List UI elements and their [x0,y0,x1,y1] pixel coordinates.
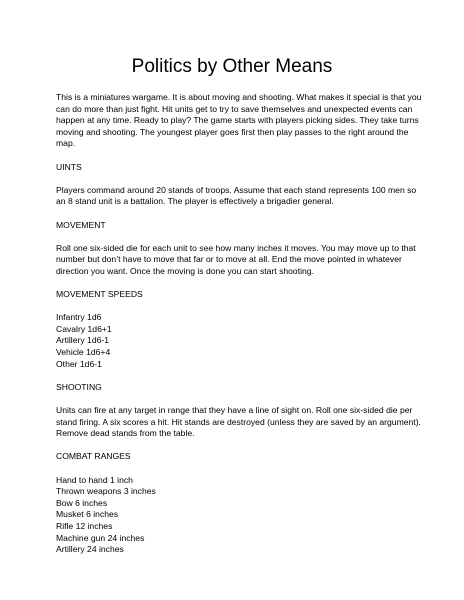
units-heading: UINTS [56,161,82,172]
spacer [56,278,426,290]
list-item: Artillery 24 inches [56,544,124,555]
spacer [56,150,426,162]
list-item: Artillery 1d6-1 [56,335,110,346]
shooting-paragraph: Units can fire at any target in range that they have a line of sight on. Roll one six-sided die per stand firing. A six scores a hit. Hit stands are destroyed (unless they are saved by an argument). Remove dead stands from the table. [56,405,421,439]
movement-speeds-heading: MOVEMENT SPEEDS [56,289,143,300]
spacer [56,173,426,185]
movement-speeds-list [56,312,426,370]
list-item: Machine gun 24 inches [56,532,145,543]
movement-paragraph: Roll one six-sided die for each unit to see how many inches it moves. You may move up to that number but don’t have to move that far or to move at all. End the move pointed in whatever direction you want. Once the moving is done you can start shooting. [56,242,416,276]
list-item: Thrown weapons 3 inches [56,486,156,497]
movement-heading: MOVEMENT [56,219,106,230]
spacer [56,208,426,220]
spacer [56,440,426,452]
list-item: Hand to hand 1 inch [56,474,133,485]
list-item: Cavalry 1d6+1 [56,323,112,334]
spacer [56,393,426,405]
spacer [56,301,426,313]
spacer [56,370,426,382]
units-paragraph: Players command around 20 stands of troops. Assume that each stand represents 100 men so an 8 stand unit is a battalion. The player is effectively a brigadier general. [56,184,417,207]
list-item: Infantry 1d6 [56,312,102,323]
document-title: Politics by Other Means [131,56,333,77]
list-item: Bow 6 inches [56,497,108,508]
spacer [56,231,426,243]
list-item: Vehicle 1d6+4 [56,347,111,358]
list-item: Other 1d6-1 [56,358,102,369]
combat-ranges-list [56,475,426,556]
combat-ranges-heading: COMBAT RANGES [56,451,131,462]
shooting-heading: SHOOTING [56,381,102,392]
list-item: Musket 6 inches [56,509,119,520]
list-item: Rifle 12 inches [56,520,113,531]
spacer [56,463,426,475]
document-body [56,92,426,556]
intro-paragraph: This is a miniatures wargame. It is about moving and shooting. What makes it special is that you can do more than just fight. Hit units get to try to save themselves and unexpected events can happen at any time. Ready to play? The game starts with players picking sides. They take turns moving and shooting. The youngest player goes first then play passes to the right around the map. [56,92,422,149]
